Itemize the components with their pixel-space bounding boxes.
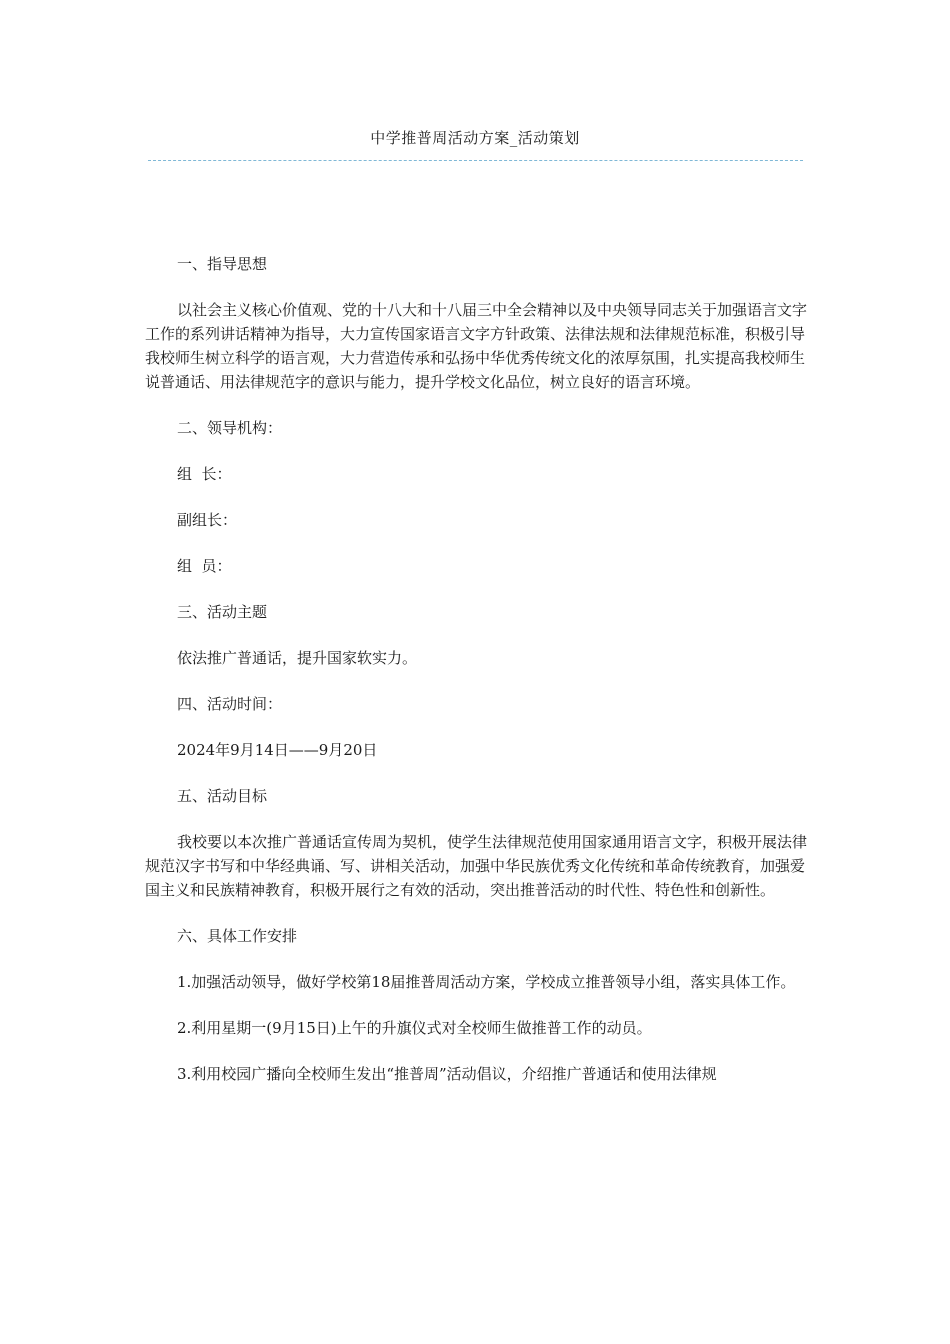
arrangement-item-1: 1.加强活动领导，做好学校第18届推普周活动方案，学校成立推普领导小组，落实具体工作。	[177, 973, 796, 991]
title-dashed-divider	[148, 160, 803, 161]
paragraph-goals: 我校要以本次推广普通话宣传周为契机，使学生法律规范使用国家通用语言文字，积极开展法律规范汉字书写和中华经典诵、写、讲相关活动，加强中华民族优秀文化传统和革命传统教育，加强爱国主义和民族精神教育，积极开展行之有效的活动，突出推普活动的时代性、特色性和创新性。	[145, 833, 808, 899]
arrangement-item-2: 2.利用星期一(9月15日)上午的升旗仪式对全校师生做推普工作的动员。	[177, 1019, 652, 1037]
document-body	[145, 252, 807, 1108]
leader-label: 组 长：	[177, 465, 232, 483]
document-title: 中学推普周活动方案_活动策划	[370, 129, 580, 147]
arrangement-item-3: 3.利用校园广播向全校师生发出“推普周”活动倡议，介绍推广普通话和使用法律规	[177, 1065, 717, 1083]
heading-guiding-ideology: 一、指导思想	[177, 255, 268, 273]
heading-goals: 五、活动目标	[177, 787, 268, 805]
heading-time: 四、活动时间：	[177, 695, 283, 713]
paragraph-guiding-ideology: 以社会主义核心价值观、党的十八大和十八届三中全会精神以及中央领导同志关于加强语言文字工作的系列讲话精神为指导，大力宣传国家语言文字方针政策、法律法规和法律规范标准，积极引导我校师生树立科学的语言观，大力营造传承和弘扬中华优秀传统文化的浓厚氛围，扎实提高我校师生说普通话、用法律规范字的意识与能力，提升学校文化品位，树立良好的语言环境。	[145, 301, 808, 391]
heading-arrangements: 六、具体工作安排	[177, 927, 298, 945]
deputy-leader-label: 副组长：	[177, 511, 238, 529]
paragraph-time: 2024年9月14日——9月20日	[177, 741, 378, 759]
paragraph-theme: 依法推广普通话，提升国家软实力。	[177, 649, 418, 667]
heading-theme: 三、活动主题	[177, 603, 268, 621]
heading-leadership: 二、领导机构：	[177, 419, 283, 437]
member-label: 组 员：	[177, 557, 232, 575]
